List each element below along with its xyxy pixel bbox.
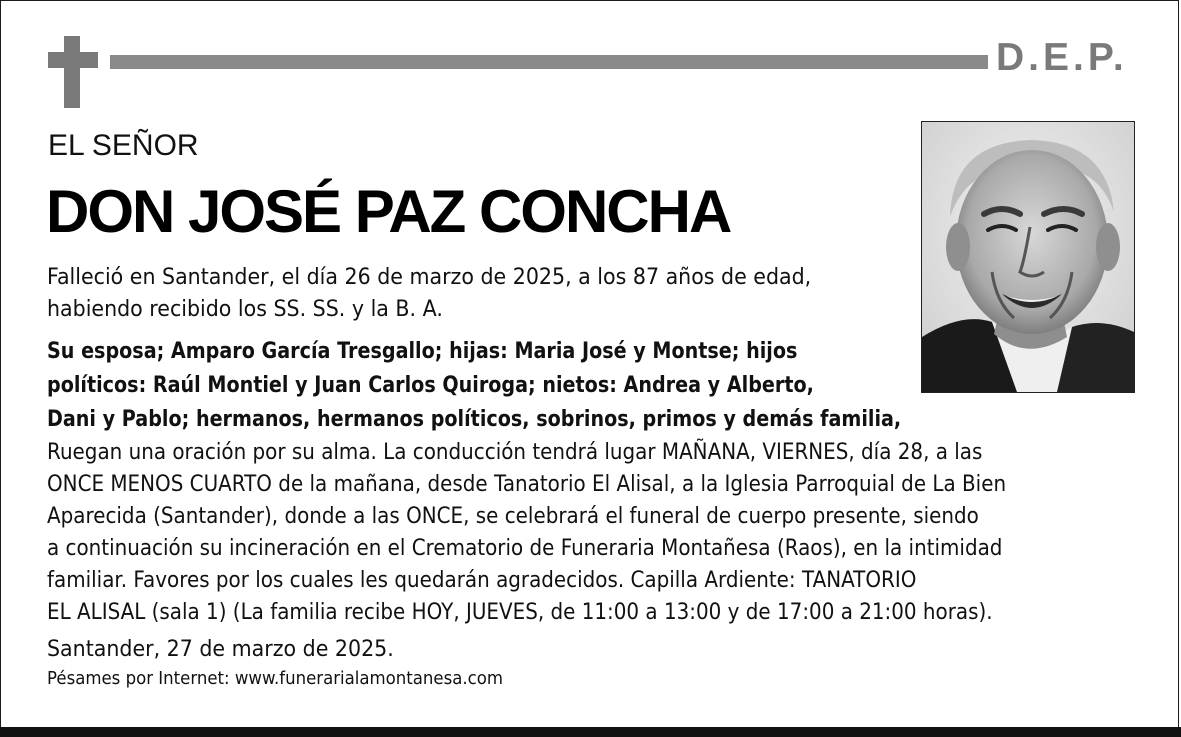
portrait-photo	[921, 121, 1135, 393]
body-line: Ruegan una oración por su alma. La conducción tendrá lugar MAÑANA, VIERNES, día 28, a las	[47, 440, 983, 465]
honorific: EL SEÑOR	[48, 129, 199, 162]
dep-label: D.E.P.	[996, 36, 1128, 79]
body-line: EL ALISAL (sala 1) (La familia recibe HOY, JUEVES, de 11:00 a 13:00 y de 17:00 a 21:00 horas).	[47, 600, 993, 625]
intro-line: habiendo recibido los SS. SS. y la B. A.	[47, 297, 443, 322]
body-line: ONCE MENOS CUARTO de la mañana, desde Tanatorio El Alisal, a la Iglesia Parroquial de La Bien	[47, 472, 1007, 497]
header-rule	[110, 55, 988, 69]
body-line: a continuación su incineración en el Crematorio de Funeraria Montañesa (Raos), en la intimidad	[47, 536, 1003, 561]
family-line: Su esposa; Amparo García Tresgallo; hijas: Maria José y Montse; hijos	[47, 339, 798, 364]
family-line: políticos: Raúl Montiel y Juan Carlos Quiroga; nietos: Andrea y Alberto,	[47, 373, 814, 398]
cross-icon	[48, 36, 98, 108]
body-line: Aparecida (Santander), donde a las ONCE, se celebrará el funeral de cuerpo presente, siendo	[47, 504, 979, 529]
family-line: Dani y Pablo; hermanos, hermanos políticos, sobrinos, primos y demás familia,	[47, 407, 902, 432]
intro-line: Falleció en Santander, el día 26 de marzo de 2025, a los 87 años de edad,	[47, 265, 812, 290]
funeral-details	[47, 437, 1006, 629]
place-date: Santander, 27 de marzo de 2025.	[47, 637, 394, 662]
condolences-link-text: Pésames por Internet: www.funerarialamontanesa.com	[47, 668, 504, 689]
bottom-border	[0, 727, 1181, 737]
body-line: familiar. Favores por los cuales les quedarán agradecidos. Capilla Ardiente: TANATORIO	[47, 568, 917, 593]
death-announcement	[47, 262, 811, 326]
family-list	[47, 335, 901, 437]
deceased-name: DON JOSÉ PAZ CONCHA	[46, 178, 731, 245]
